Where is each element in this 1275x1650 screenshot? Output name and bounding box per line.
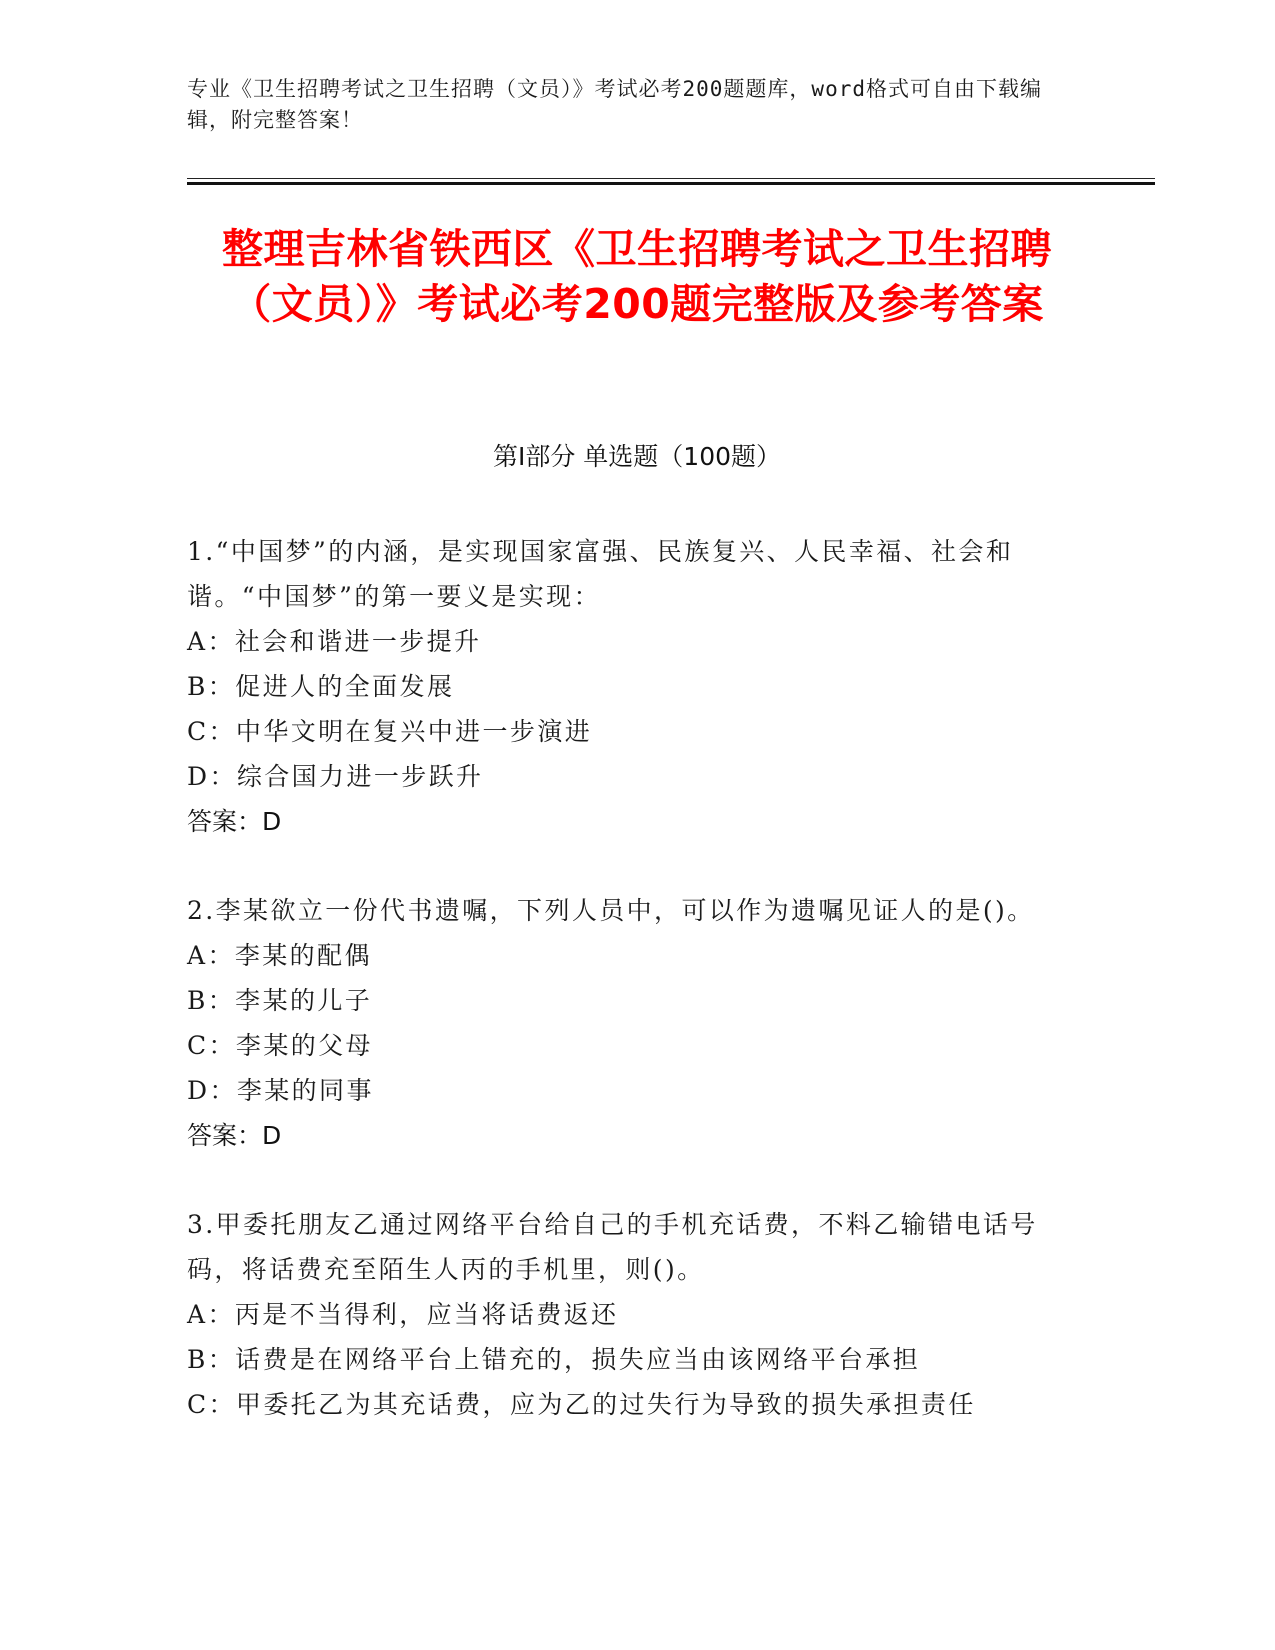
option-a: A：社会和谐进一步提升	[187, 627, 482, 656]
header-note: 专业《卫生招聘考试之卫生招聘（文员）》考试必考200题题库，word格式可自由下载编辑，附完整答案！	[187, 77, 1042, 132]
question-stem: 2.李某欲立一份代书遗嘱，下列人员中，可以作为遗嘱见证人的是()。	[187, 896, 1035, 925]
document-title: 整理吉林省铁西区《卫生招聘考试之卫生招聘（文员）》考试必考200题完整版及参考答案	[222, 225, 1052, 328]
option-a: A：李某的配偶	[187, 941, 372, 970]
question-1	[187, 529, 1067, 844]
option-c: C：李某的父母	[187, 1031, 373, 1060]
option-b: B：促进人的全面发展	[187, 672, 455, 701]
header-divider-thick	[187, 182, 1155, 185]
answer-line: 答案：D	[187, 1121, 282, 1150]
answer-line: 答案：D	[187, 807, 282, 836]
section-heading: 第I部分 单选题（100题）	[492, 442, 782, 471]
option-b: B：李某的儿子	[187, 986, 373, 1015]
option-c: C：甲委托乙为其充话费，应为乙的过失行为导致的损失承担责任	[187, 1390, 976, 1419]
option-d: D：李某的同事	[187, 1076, 374, 1105]
question-list	[187, 529, 1067, 1471]
question-3	[187, 1202, 1067, 1427]
question-stem: 1.“中国梦”的内涵，是实现国家富强、民族复兴、人民幸福、社会和谐。“中国梦”的第一要义是实现：	[187, 537, 1014, 611]
header-divider-thin	[187, 178, 1155, 179]
option-d: D：综合国力进一步跃升	[187, 762, 484, 791]
option-b: B：话费是在网络平台上错充的，损失应当由该网络平台承担	[187, 1345, 921, 1374]
option-a: A：丙是不当得利，应当将话费返还	[187, 1300, 619, 1329]
option-c: C：中华文明在复兴中进一步演进	[187, 717, 593, 746]
question-stem: 3.甲委托朋友乙通过网络平台给自己的手机充话费，不料乙输错电话号码，将话费充至陌生人丙的手机里，则()。	[187, 1210, 1038, 1284]
question-2	[187, 888, 1067, 1158]
